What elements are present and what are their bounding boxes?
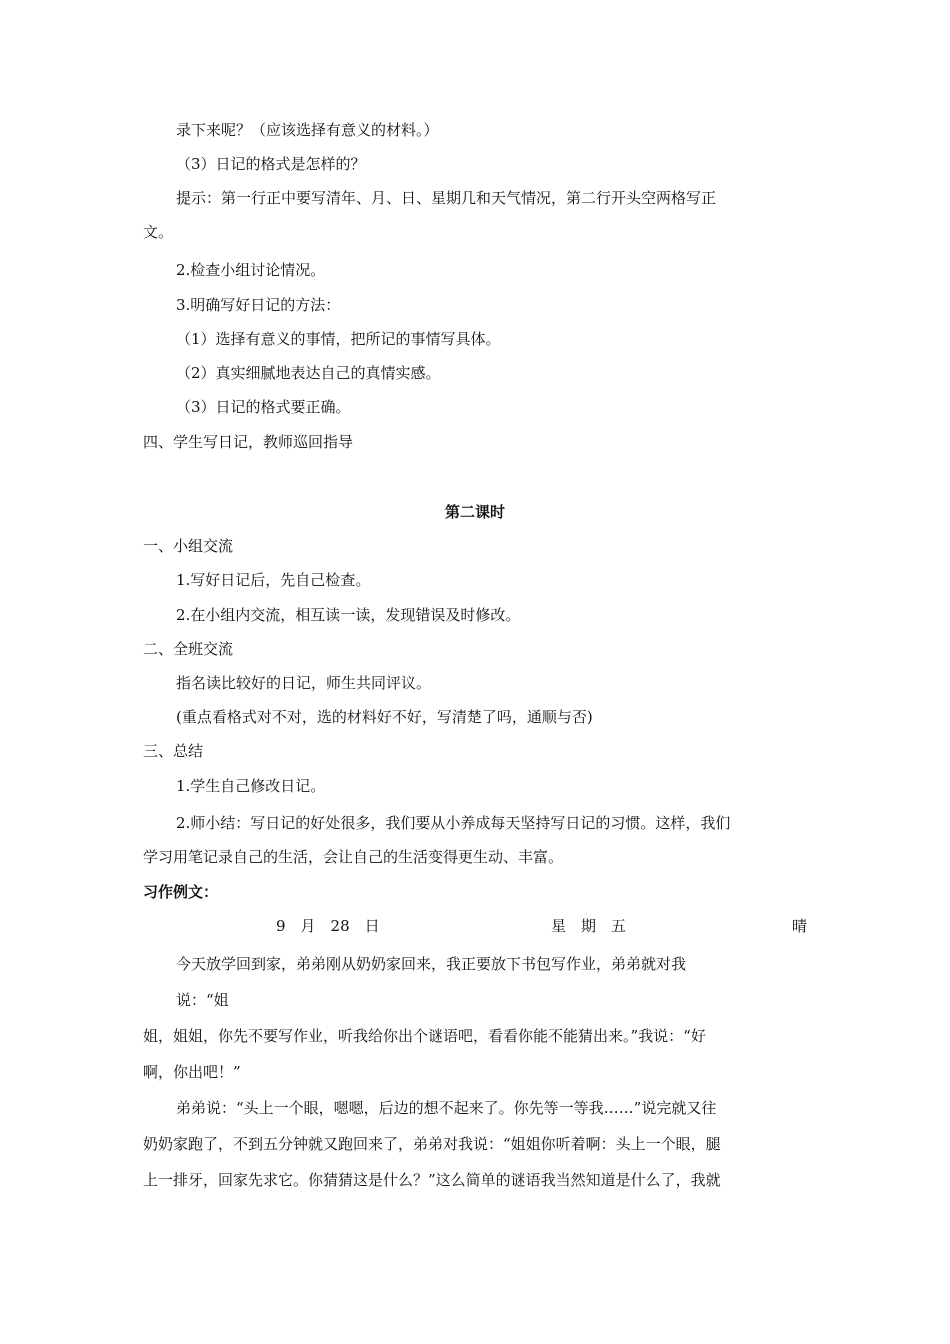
text-line: （3）日记的格式要正确。	[176, 398, 351, 416]
text-line: 奶奶家跑了，不到五分钟就又跑回来了，弟弟对我说：“姐姐你听着啊：头上一个眼，腿	[143, 1135, 721, 1153]
text-line: （2）真实细腻地表达自己的真情实感。	[176, 364, 441, 382]
text-line: 学习用笔记录自己的生活，会让自己的生活变得更生动、丰富。	[143, 848, 564, 866]
section-heading: 二、全班交流	[143, 640, 234, 658]
text-line: 说：“姐	[176, 991, 229, 1009]
text-line: 提示：第一行正中要写清年、月、日、星期几和天气情况，第二行开头空两格写正	[176, 189, 717, 207]
text-line: 啊，你出吧！”	[143, 1063, 241, 1081]
diary-date: 9 月 28 日	[276, 917, 380, 935]
diary-weekday: 星 期 五	[551, 917, 627, 935]
text-line: 姐，姐姐，你先不要写作业，听我给你出个谜语吧，看看你能不能猜出来。”我说：“好	[143, 1027, 706, 1045]
text-line: 1.学生自己修改日记。	[176, 777, 326, 795]
section-heading: 一、小组交流	[143, 537, 234, 555]
section-heading: 四、学生写日记，教师巡回指导	[143, 433, 354, 451]
text-line: 1.写好日记后，先自己检查。	[176, 571, 371, 589]
lesson-title: 第二课时	[444, 503, 505, 521]
text-line: 录下来呢？（应该选择有意义的材料。）	[176, 121, 439, 139]
text-line: 2.师小结：写日记的好处很多，我们要从小养成每天坚持写日记的习惯。这样，我们	[176, 814, 731, 832]
text-line: 弟弟说：“头上一个眼，嗯嗯，后边的想不起来了。你先等一等我……”说完就又往	[176, 1099, 717, 1117]
example-heading: 习作例文：	[143, 883, 219, 901]
text-line: 2.检查小组讨论情况。	[176, 261, 326, 279]
text-line: 2.在小组内交流，相互读一读，发现错误及时修改。	[176, 606, 521, 624]
text-line: (重点看格式对不对，选的材料好不好，写清楚了吗，通顺与否)	[176, 708, 593, 726]
section-heading: 三、总结	[143, 742, 204, 760]
text-line: 文。	[143, 223, 174, 241]
text-line: 3.明确写好日记的方法：	[176, 296, 341, 314]
text-line: 今天放学回到家，弟弟刚从奶奶家回来，我正要放下书包写作业，弟弟就对我	[176, 955, 687, 973]
text-line: 指名读比较好的日记，师生共同评议。	[176, 674, 432, 692]
text-line: 上一排牙，回家先求它。你猜猜这是什么？”这么简单的谜语我当然知道是什么了，我就	[143, 1171, 721, 1189]
text-line: （1）选择有意义的事情，把所记的事情写具体。	[176, 330, 501, 348]
diary-weather: 晴	[791, 917, 807, 935]
text-line: （3）日记的格式是怎样的？	[176, 155, 366, 173]
